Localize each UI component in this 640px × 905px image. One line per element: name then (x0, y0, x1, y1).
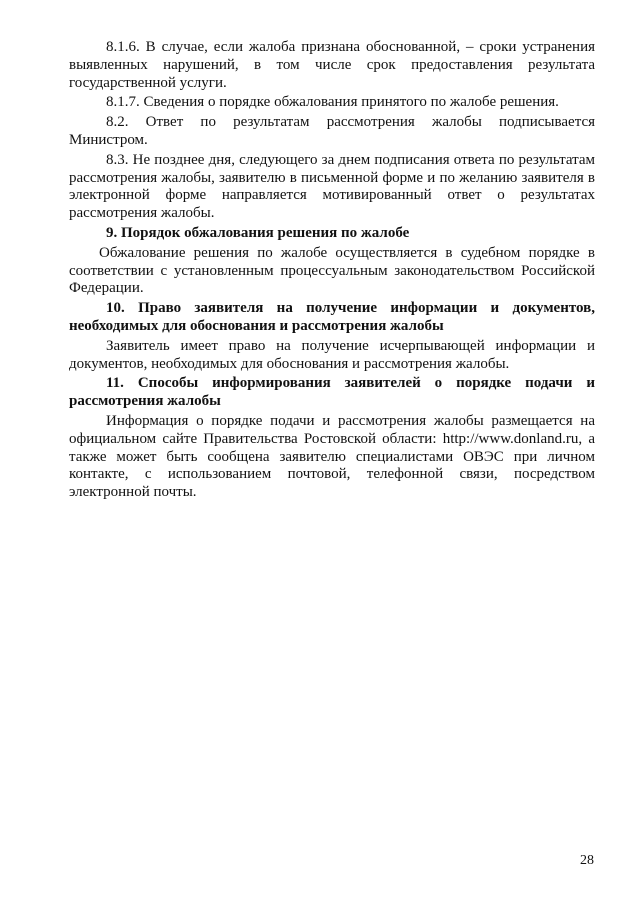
paragraph-8-2: 8.2. Ответ по результатам рассмотрения жалобы подписывается Министром. (69, 114, 595, 148)
section-heading-10: 10. Право заявителя на получение информации и документов, необходимых для обоснования и рассмотрения жалобы (69, 300, 595, 334)
document-body (69, 39, 595, 504)
section-heading-11: 11. Способы информирования заявителей о порядке подачи и рассмотрения жалобы (69, 375, 595, 410)
paragraph-9-body: Обжалование решения по жалобе осуществляется в судебном порядке в соответствии с установленным процессуальным законодательством Российской Федерации. (69, 244, 595, 297)
paragraph-10-body: Заявитель имеет право на получение исчерпывающей информации и документов, необходимых для обоснования и рассмотрения жалобы. (69, 337, 595, 372)
paragraph-11-body: Информация о порядке подачи и рассмотрения жалобы размещается на официальном сайте Правительства Ростовской области: http://www.donland.ru, а также может быть сообщена заявителю специалистами ОВЭС при личном контакте, с использованием почтовой, телефонной связи, посредством электронной почты. (69, 412, 595, 501)
paragraph-8-1-7: 8.1.7. Сведения о порядке обжалования принятого по жалобе решения. (106, 94, 559, 111)
paragraph-8-3: 8.3. Не позднее дня, следующего за днем подписания ответа по результатам рассмотрения жалобы, заявителю в письменной форме и по желанию заявителя в электронной форме направляется мотивированный ответ о результатах рассмотрения жалобы. (69, 151, 595, 222)
page-number: 28 (580, 853, 594, 868)
section-heading-9: 9. Порядок обжалования решения по жалобе (106, 224, 410, 241)
paragraph-8-1-6: 8.1.6. В случае, если жалоба признана обоснованной, – сроки устранения выявленных нарушений, в том числе срок предоставления результата государственной услуги. (69, 39, 595, 91)
